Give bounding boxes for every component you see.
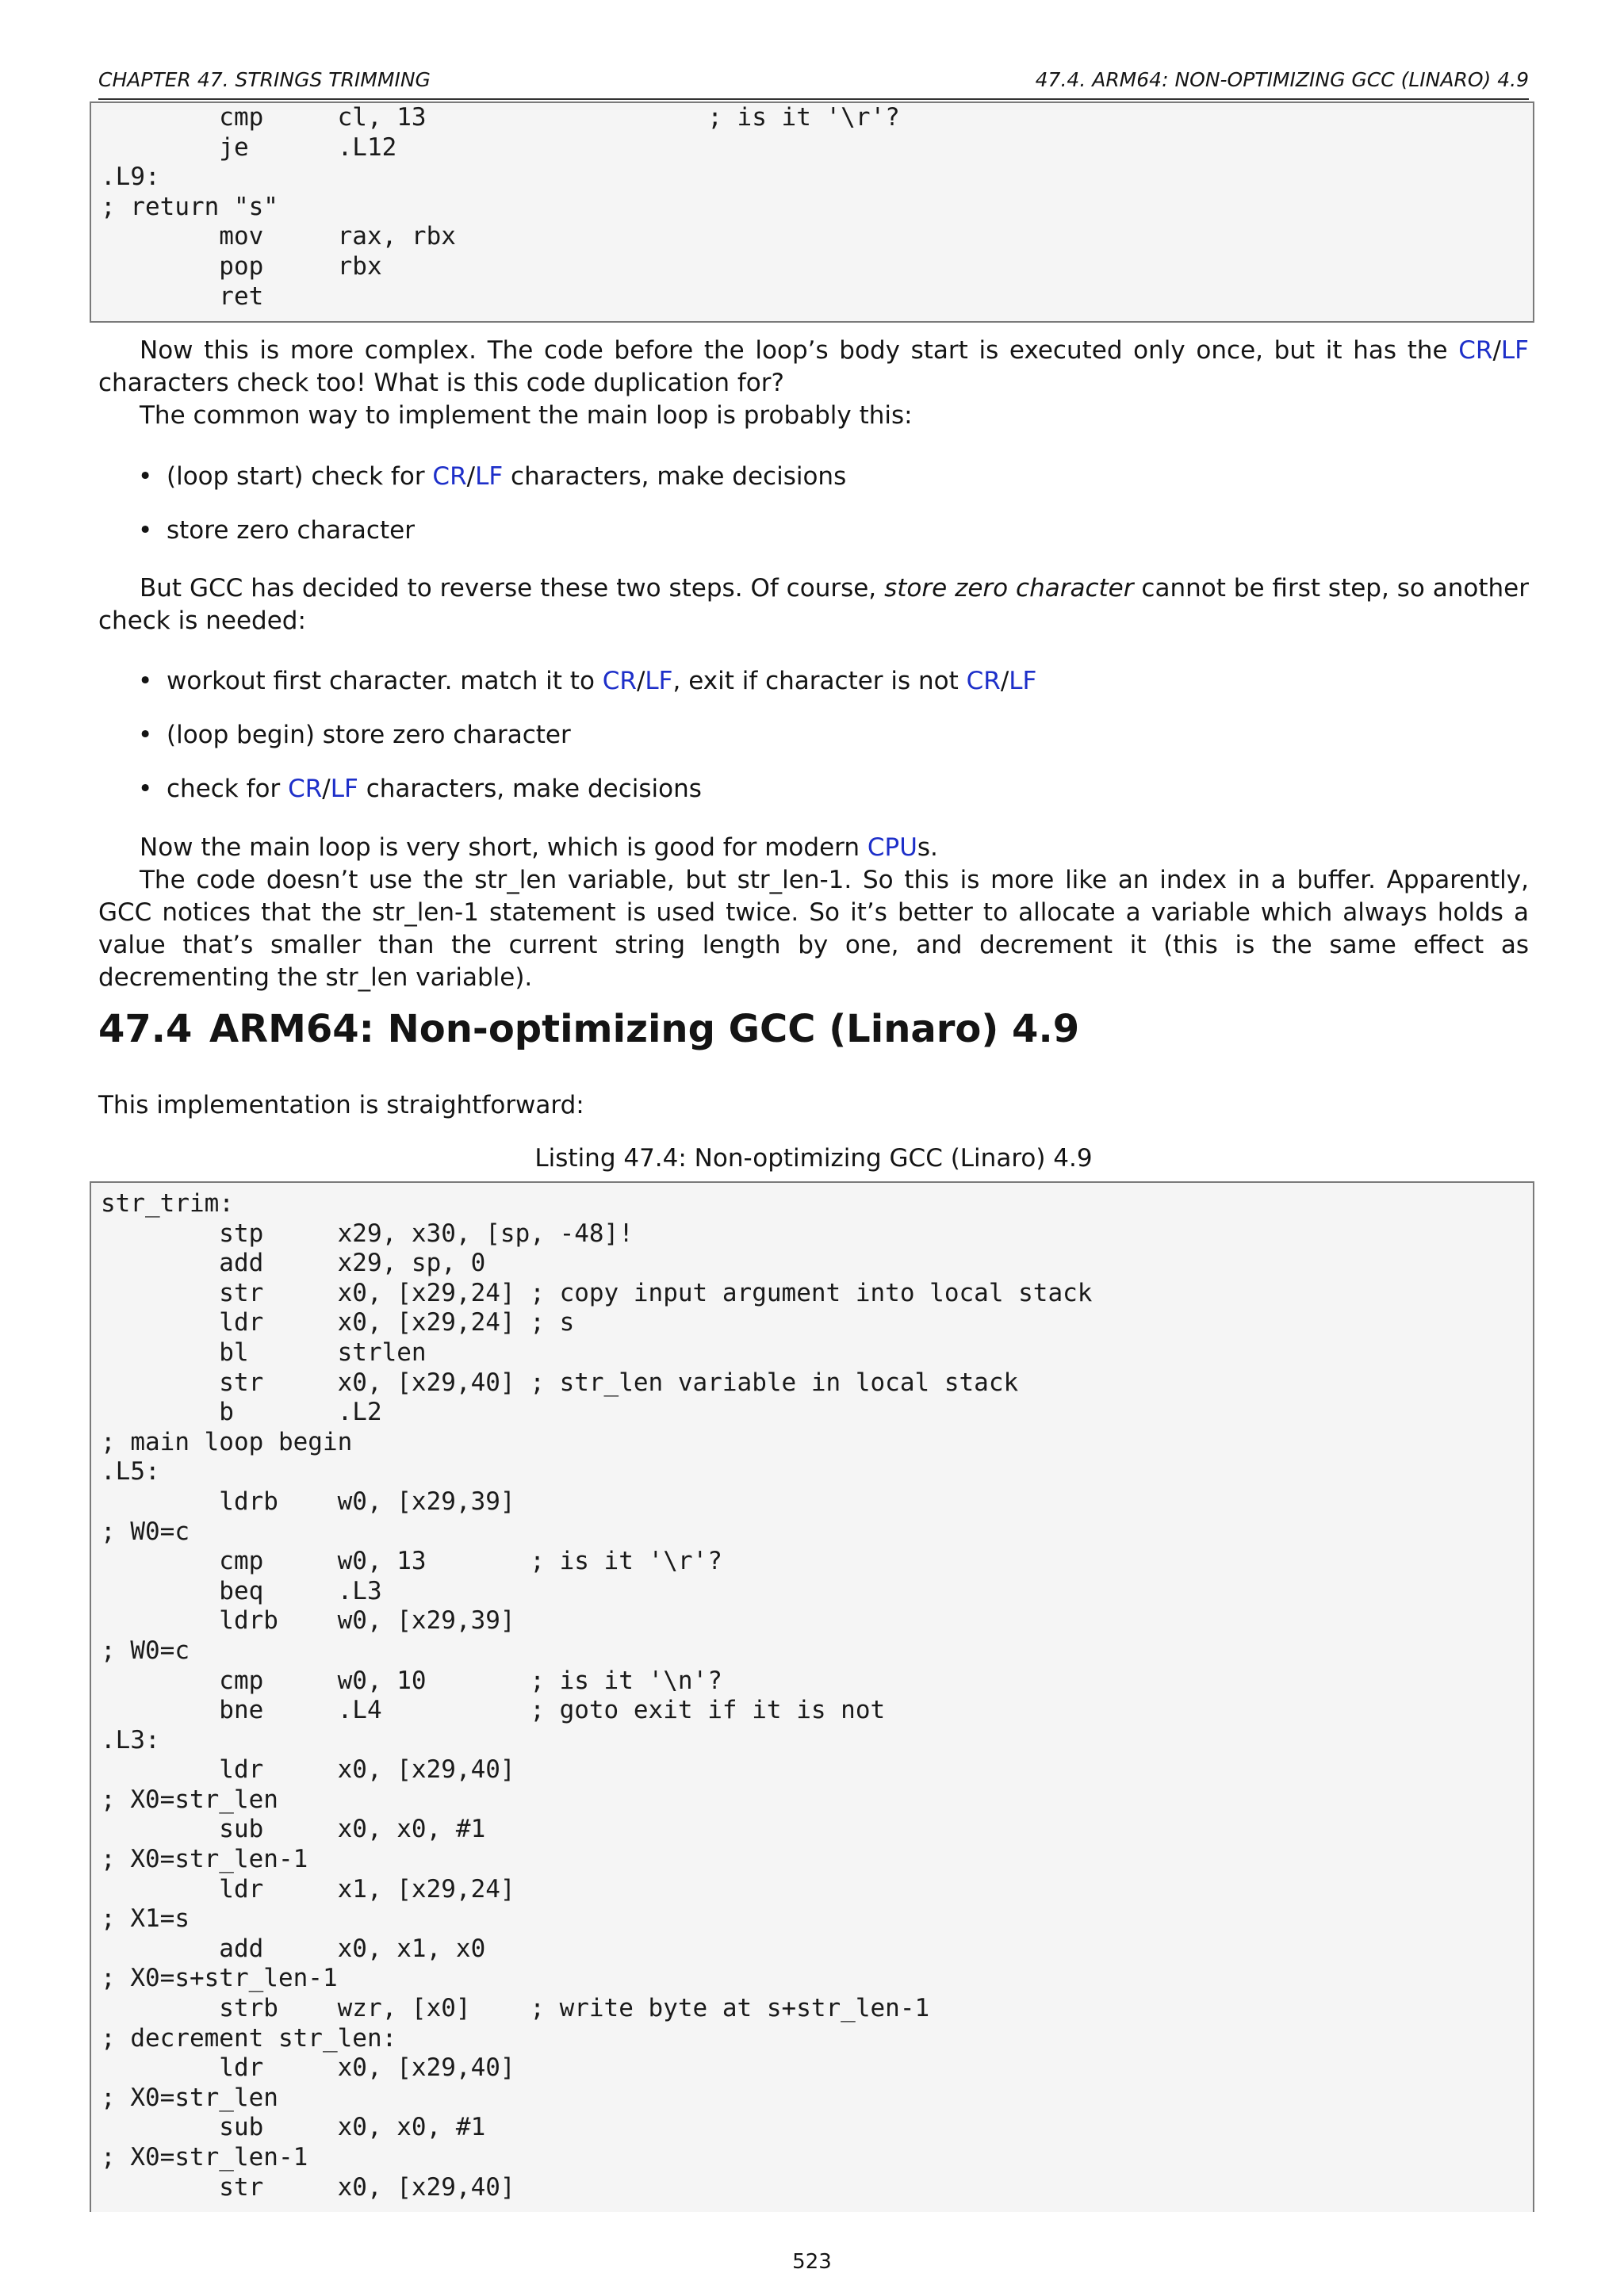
list-item — [98, 773, 1529, 827]
text: But GCC has decided to reverse these two steps. Of course, — [140, 574, 885, 603]
lf-link[interactable]: LF — [1009, 667, 1037, 695]
text: s. — [917, 833, 938, 862]
list-item: • (loop begin) store zero character — [98, 719, 1529, 773]
page-number: 523 — [792, 2250, 832, 2274]
text: / — [1492, 336, 1501, 365]
paragraph-2: The common way to implement the main loop is probably this: — [140, 401, 913, 430]
listing-caption: Listing 47.4: Non-optimizing GCC (Linaro) 4.9 — [534, 1144, 1093, 1173]
paragraph-3 — [98, 572, 1529, 637]
paragraph-5: The code doesn’t use the str_len variable, but str_len-1. So this is more like an index in a buffer. Apparently, GCC notices that the str_len-1 statement is used twice. So it’s better to allocate a variable which always holds a value that’s smaller than the current string length by one, and decrement it (this is the same effect as decrementing the str_len variable). — [98, 866, 1529, 992]
text: / — [322, 775, 331, 803]
emphasis: store zero character — [884, 574, 1134, 603]
bullet-list-1 — [98, 461, 1529, 568]
list-item — [98, 461, 1529, 515]
cr-link[interactable]: CR — [1458, 336, 1493, 365]
text: Now the main loop is very short, which is good for modern — [140, 833, 868, 862]
code-listing-top: cmp cl, 13 ; is it '\r'? je .L12 .L9: ; return "s" mov rax, rbx pop rbx ret — [90, 101, 1534, 323]
chapter-header: CHAPTER 47. STRINGS TRIMMING — [98, 68, 431, 91]
text: Now this is more complex. The code before the loop’s body start is executed only once, but it has the — [140, 336, 1459, 365]
lf-link[interactable]: LF — [1500, 336, 1529, 365]
bullet-list-2 — [98, 665, 1529, 827]
text: / — [636, 667, 645, 695]
text: check for — [167, 775, 289, 803]
code-listing-main: str_trim: stp x29, x30, [sp, -48]! add x29, sp, 0 str x0, [x29,24] ; copy input argument into local stack ldr x0, [x29,24] ; s bl strlen str x0, [x29,40] ; str_len variable in local stack b .L2 ; main loop begin .L5: ldrb w0, [x29,39] ; W0=c cmp w0, 13 ; is it '\r'? beq .L3 ldrb w0, [x29,39] ; W0=c cmp w0, 10 ; is it '\n'? bne .L4 ; goto exit if it is not .L3: ldr x0, [x29,40] ; X0=str_len sub x0, x0, #1 ; X0=str_len-1 ldr x1, [x29,24] ; X1=s add x0, x1, x0 ; X0=s+str_len-1 strb wzr, [x0] ; write byte at s+str_len-1 ; decrement str_len: ldr x0, [x29,40] ; X0=str_len sub x0, x0, #1 ; X0=str_len-1 str x0, [x29,40] — [90, 1181, 1534, 2212]
lf-link[interactable]: LF — [645, 667, 673, 695]
running-header — [98, 68, 1529, 100]
list-item — [98, 665, 1529, 719]
cr-link[interactable]: CR — [288, 775, 323, 803]
text: (loop start) check for — [167, 462, 433, 491]
cr-link[interactable]: CR — [966, 667, 1001, 695]
text: / — [1000, 667, 1009, 695]
lf-link[interactable]: LF — [330, 775, 358, 803]
text: workout first character. match it to — [167, 667, 603, 695]
paragraph-1 — [98, 335, 1529, 432]
paragraph-4 — [98, 832, 1529, 994]
section-heading — [98, 1007, 1079, 1051]
lf-link[interactable]: LF — [475, 462, 504, 491]
text: characters check too! What is this code duplication for? — [98, 369, 784, 397]
text: characters, make decisions — [503, 462, 847, 491]
cr-link[interactable]: CR — [432, 462, 467, 491]
section-title: ARM64: Non-optimizing GCC (Linaro) 4.9 — [209, 1007, 1080, 1051]
section-number: 47.4 — [98, 1007, 193, 1051]
section-header: 47.4. ARM64: NON-OPTIMIZING GCC (LINARO) 4.9 — [1035, 68, 1529, 91]
list-item: • store zero character — [98, 515, 1529, 568]
text: cannot be first step, so another check is needed: — [98, 574, 1529, 635]
text: , exit if character is not — [672, 667, 967, 695]
text: / — [466, 462, 476, 491]
text: characters, make decisions — [358, 775, 702, 803]
cpu-link[interactable]: CPU — [867, 833, 917, 862]
paragraph-6: This implementation is straightforward: — [98, 1091, 584, 1119]
cr-link[interactable]: CR — [602, 667, 637, 695]
